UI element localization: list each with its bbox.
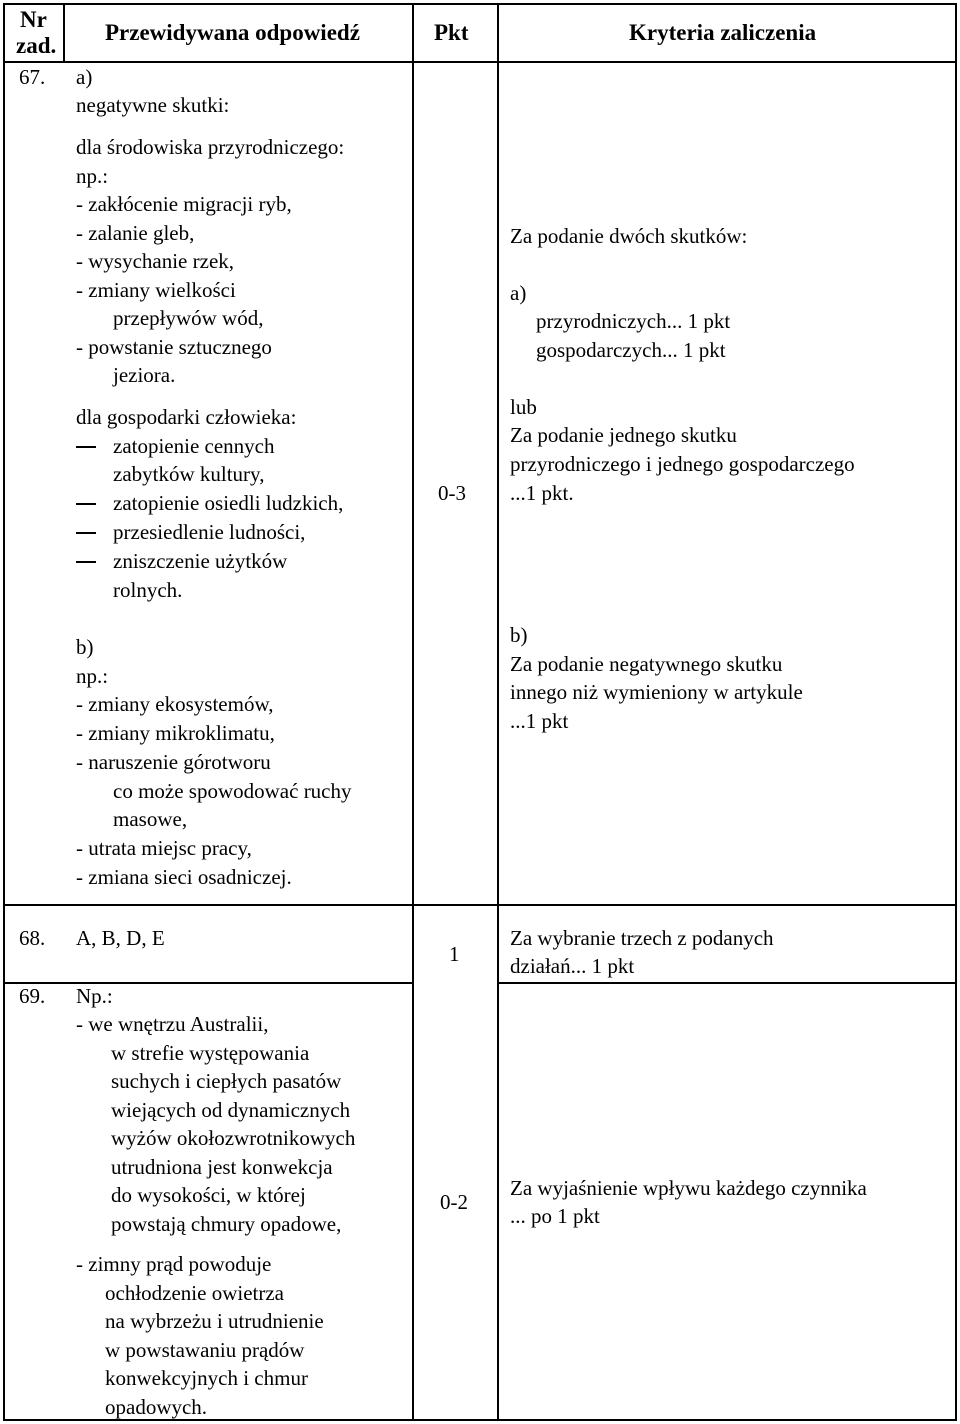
q67-criteria-line: innego niż wymieniony w artykule [510,680,803,704]
q69-criteria-line: Za wyjaśnienie wpływu każdego czynnika [510,1176,867,1200]
q67-criteria-line: ...1 pkt [510,709,569,733]
q67-b-item: - utrata miejsc pracy, [76,836,252,860]
header-points: Pkt [434,20,469,45]
table-border-left [3,3,5,1421]
dash-bullet [76,446,96,448]
q67-econ-item: zabytków kultury, [113,462,265,486]
q69-item: wyżów okołozwrotnikowych [111,1126,356,1150]
q69-item: w strefie występowania [111,1041,310,1065]
q67-b-item: masowe, [113,807,188,831]
q68-number: 68. [19,926,46,950]
q68-answer: A, B, D, E [76,926,165,950]
q67-env-item: - zalanie gleb, [76,221,195,245]
q68-points: 1 [449,942,460,966]
q68-criteria-line: działań... 1 pkt [510,954,635,978]
q69-np: Np.: [76,984,113,1008]
table-border-right [955,3,957,1421]
q67-econ-item: przesiedlenie ludności, [113,520,306,544]
table-column-divider-3 [497,3,499,1421]
header-nr-line1: Nr [20,7,47,32]
q67-econ-item: zatopienie cennych [113,434,275,458]
q67-criteria-line: lub [510,395,537,419]
q69-item: do wysokości, w której [111,1183,306,1207]
q69-item: - we wnętrzu Australii, [76,1012,269,1036]
q69-item: - zimny prąd powoduje [76,1252,272,1276]
q67-econ-item: rolnych. [113,578,183,602]
q67-criteria-line: Za podanie jednego skutku [510,423,737,447]
q69-item: utrudniona jest konwekcja [111,1155,333,1179]
q69-points: 0-2 [440,1190,468,1214]
q67-econ-item: zniszczenie użytków [113,549,288,573]
table-column-divider-1 [63,3,65,62]
q67-np: np.: [76,164,109,188]
dash-bullet [76,503,96,505]
header-nr-line2: zad. [16,33,57,58]
q67-criteria-line: a) [510,281,527,305]
q67-b-item: - zmiany mikroklimatu, [76,721,275,745]
table-column-divider-2 [412,3,414,1421]
q69-number: 69. [19,984,46,1008]
q67-b-item: - naruszenie górotworu [76,750,271,774]
dash-bullet [76,532,96,534]
q67-points: 0-3 [438,481,466,505]
q69-item: w powstawaniu prądów [105,1338,305,1362]
dash-bullet [76,561,96,563]
q69-item: konwekcyjnych i chmur [105,1366,308,1390]
q67-criteria-line: Za podanie dwóch skutków: [510,224,748,248]
q67-env-item: - wysychanie rzek, [76,249,235,273]
q67-b-item: - zmiany ekosystemów, [76,692,274,716]
q68-criteria-line: Za wybranie trzech z podanych [510,926,774,950]
row-68-bottom-line-left [3,982,414,984]
q67-criteria-line: b) [510,623,528,647]
q67-criteria-line: przyrodniczych... 1 pkt [536,309,731,333]
q69-item: ochłodzenie owietrza [105,1281,284,1305]
q67-econ-item: zatopienie osiedli ludzkich, [113,491,344,515]
q69-item: opadowych. [105,1395,208,1419]
q67-criteria-line: gospodarczych... 1 pkt [536,338,726,362]
q69-item: na wybrzeżu i utrudnienie [105,1309,324,1333]
row-68-bottom-line-right [497,982,957,984]
q67-criteria-line: przyrodniczego i jednego gospodarczego [510,452,855,476]
header-answer: Przewidywana odpowiedź [105,20,360,45]
header-bottom-line [3,61,957,63]
q67-b-item: co może spowodować ruchy [113,779,352,803]
q67-env-item: jeziora. [113,363,176,387]
q67-number: 67. [19,65,46,89]
q69-item: wiejących od dynamicznych [111,1098,351,1122]
row-67-bottom-line [3,904,957,906]
q67-criteria-line: Za podanie negatywnego skutku [510,652,783,676]
table-border-top [3,3,957,5]
q69-item: powstają chmury opadowe, [111,1212,342,1236]
header-criteria: Kryteria zaliczenia [629,20,817,45]
q67-b-np: np.: [76,664,109,688]
q67-econ-heading: dla gospodarki człowieka: [76,405,297,429]
q69-criteria-line: ... po 1 pkt [510,1204,600,1228]
q67-b-label: b) [76,635,94,659]
q67-criteria-line: ...1 pkt. [510,481,574,505]
q67-env-heading: dla środowiska przyrodniczego: [76,135,345,159]
q67-b-item: - zmiana sieci osadniczej. [76,865,292,889]
q67-env-item: - powstanie sztucznego [76,335,272,359]
q69-item: suchych i ciepłych pasatów [111,1069,342,1093]
q67-env-item: przepływów wód, [113,306,264,330]
q67-a-label: a) [76,65,93,89]
q67-negative-label: negatywne skutki: [76,93,230,117]
q67-env-item: - zmiany wielkości [76,278,236,302]
q67-env-item: - zakłócenie migracji ryb, [76,192,292,216]
